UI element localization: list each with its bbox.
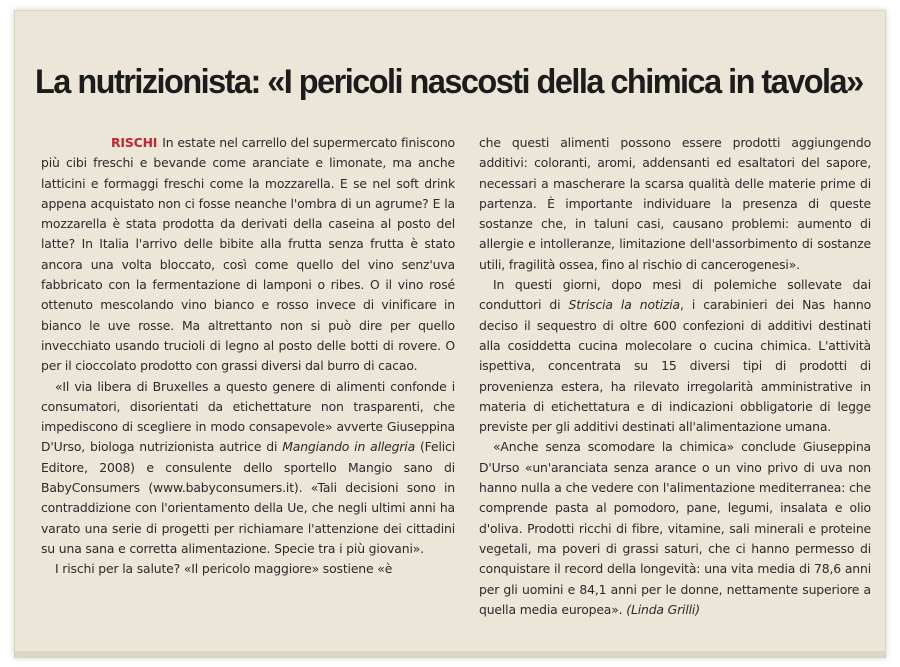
article-paragraph bbox=[479, 133, 871, 275]
article-paragraph bbox=[41, 559, 455, 579]
paragraph-text: In estate nel carrello del supermercato finiscono più cibi freschi e bevande come aranciate e limonate, ma anche latticini e formaggi freschi come la mozzarella. E se nel soft drink appena acquistato non ci fosse neanche l'ombra di un agrume? E la mozzarella è stata prodotta da derivati della caseina al posto del latte? In Italia l'arrivo delle bibite alla frutta senza frutta è stato ancora una volta bloccato, così come quello del vino senz'uva fabbricato con la fermentazione di lamponi o ribes. O il vino rosé ottenuto mescolando vino bianco e rosso invece di vinificare in bianco le uve rosse. Ma altrettanto non si può dire per quello invecchiato usando trucioli di legno al posto delle botti di rovere. O per il cioccolato prodotto con grassi diversi dal burro di cacao. bbox=[41, 135, 455, 374]
article-column-left bbox=[41, 133, 455, 580]
paragraph-text: che questi alimenti possono essere prodotti aggiungendo additivi: coloranti, aromi, addensanti ed esaltatori del sapore, necessari a mascherare la scarsa qualità delle materie prime di partenza. È importante individuare la presenza di queste sostanze che, in taluni casi, causano problemi: aumento di allergie e intolleranze, limitazione dell'assorbimento di sostanze utili, fragilità ossea, fino al rischio di cancerogenesi». bbox=[479, 135, 871, 272]
article-paragraph bbox=[41, 377, 455, 560]
paragraph-text: «Anche senza scomodare la chimica» conclude Giuseppina D'Urso «un'aranciata senza arance o un vino privo di uva non hanno nulla a che vedere con l'alimentazione mediterranea: che comprende pasta al pomodoro, pane, legumi, insalata e olio d'oliva. Prodotti ricchi di fibre, vitamine, sali minerali e proteine vegetali, ma poveri di grassi saturi, che ci hanno permesso di conquistare il record della longevità: una vita media di 78,6 anni per gli uomini e 84,1 anni per le donne, nettamente superiore a quella media europea». bbox=[479, 439, 871, 617]
author-byline: (Linda Grilli) bbox=[626, 601, 700, 617]
tv-show-title: Striscia la notizia bbox=[568, 297, 680, 313]
article-paragraph bbox=[41, 133, 455, 377]
clipping-edge bbox=[15, 651, 885, 657]
article-paragraph bbox=[479, 275, 871, 437]
book-title: Mangiando in allegria bbox=[282, 439, 416, 455]
paragraph-text: «Il via libera di Bruxelles a questo genere di alimenti confonde i consumatori, disorientati da etichettature non trasparenti, che impediscono di scegliere in modo consapevole» avverte Giuseppina D'Urso, biologa nutrizionista autrice di bbox=[41, 378, 455, 455]
section-kicker: RISCHI bbox=[111, 135, 158, 150]
article-column-right bbox=[479, 133, 871, 620]
paragraph-text: In questi giorni, dopo mesi di polemiche sollevate dai conduttori di bbox=[479, 277, 871, 313]
paragraph-text: (Felici Editore, 2008) e consulente dello sportello Mangio sano di BabyConsumers (www.babyconsumers.it). «Tali decisioni sono in contraddizione con l'orientamento della Ue, che negli ultimi anni ha varato una serie di progetti per richiamare l'attenzione dei cittadini su una sana e corretta alimentazione. Specie tra i più giovani». bbox=[41, 439, 455, 556]
newspaper-clipping bbox=[14, 10, 886, 658]
paragraph-text: , i carabinieri dei Nas hanno deciso il sequestro di oltre 600 confezioni di additivi destinati alla cosiddetta cucina molecolare o cucina chimica. L'attività ispettiva, concentrata su 15 diversi tipi di prodotti di provenienza estera, ha rilevato irregolarità amministrative in materia di etichettatura e di indicazioni obbligatorie di legge previste per gli additivi destinati all'alimentazione umana. bbox=[479, 297, 872, 435]
article-paragraph bbox=[479, 437, 871, 620]
article-headline: La nutrizionista: «I pericoli nascosti della chimica in tavola» bbox=[35, 63, 863, 101]
paragraph-text: I rischi per la salute? «Il pericolo maggiore» sostiene «è bbox=[55, 561, 393, 577]
